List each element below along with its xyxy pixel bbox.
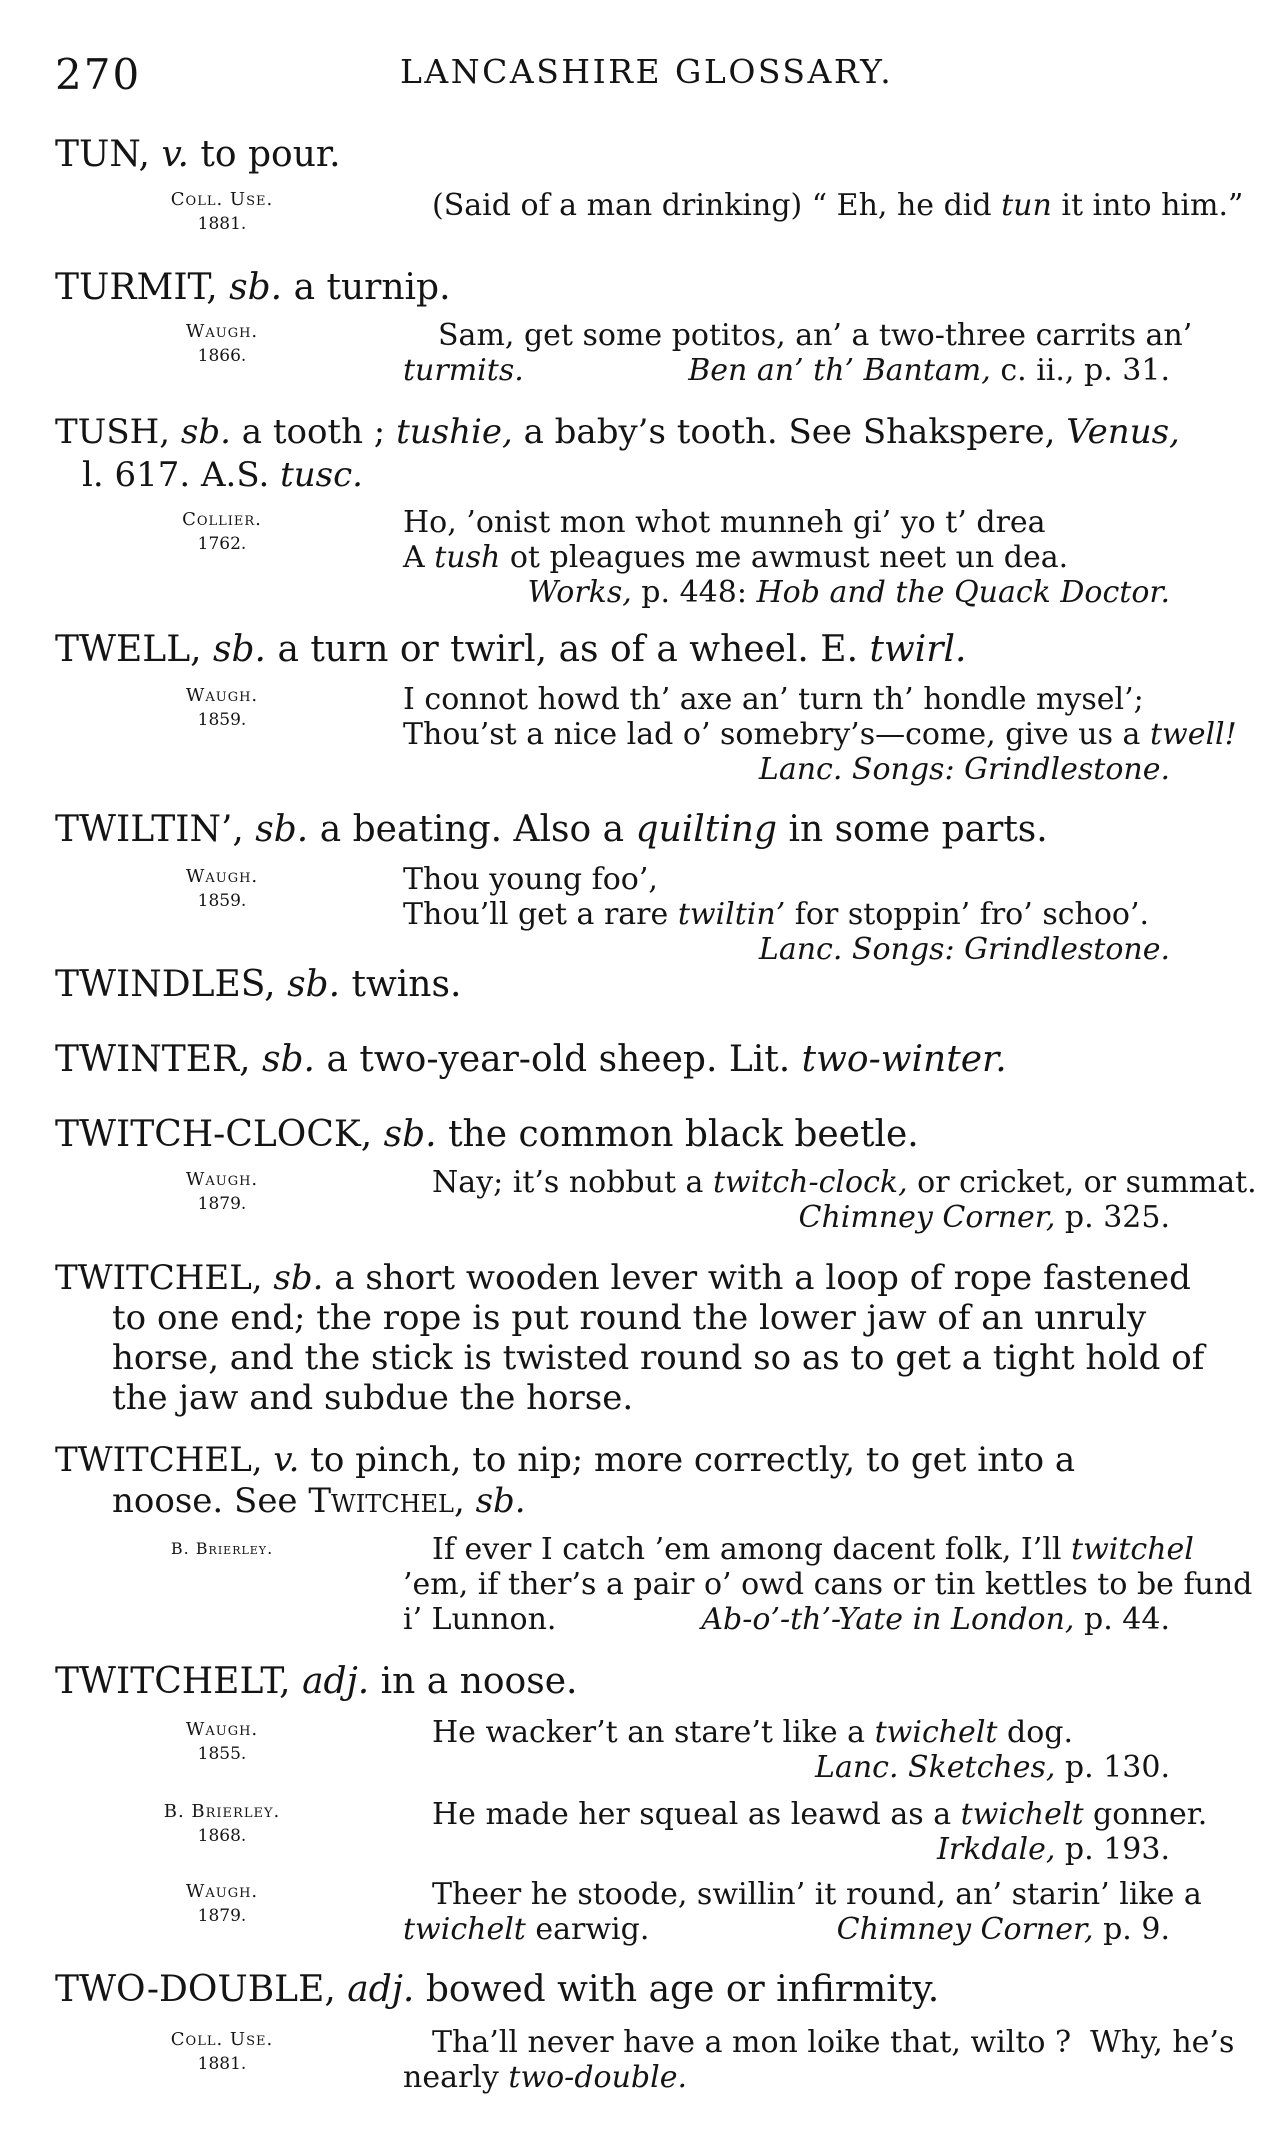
pos: v.: [161, 134, 189, 175]
pos: v.: [273, 1440, 300, 1480]
entry-twiltin: TWILTIN’, sb. a beating. Also a quilting in some parts.: [55, 809, 1048, 850]
citation-source: Waugh. 1866.: [185, 321, 259, 366]
pos: adj.: [347, 1969, 415, 2010]
entry-two-double: TWO-DOUBLE, adj. bowed with age or infirmity.: [55, 1969, 940, 2010]
entry-twitchel-v: TWITCHEL, v. to pinch, to nip; more correctly, to get into a: [55, 1440, 1076, 1480]
quotation: Ho, ’onist mon whot munneh gi’ yo t’ drea: [403, 505, 1046, 540]
headword: TWELL,: [55, 629, 202, 670]
citation-reference: Lanc. Songs: Grindlestone.: [758, 932, 1170, 967]
entry-turmit: [55, 268, 451, 308]
headword: TWINTER,: [55, 1039, 251, 1080]
quotation: I connot howd th’ axe an’ turn th’ hondle mysel’;: [403, 682, 1144, 717]
citation-reference: Ab-o’-th’-Yate in London, p. 44.: [701, 1602, 1170, 1637]
quotation: i’ Lunnon.: [403, 1602, 557, 1637]
entry-tun: [55, 135, 341, 175]
definition-line: to one end; the rope is put round the lower jaw of an unruly: [112, 1298, 1147, 1338]
headword: TWILTIN’,: [55, 809, 244, 850]
quotation: ’em, if ther’s a pair o’ owd cans or tin kettles to be fund: [403, 1567, 1253, 1602]
running-head: LANCASHIRE GLOSSARY.: [400, 52, 894, 91]
citation-source: Waugh. 1879.: [185, 1169, 259, 1214]
pos: adj.: [302, 1661, 370, 1702]
citation-source: B. Brierley. 1868.: [163, 1801, 281, 1846]
pos: sb.: [180, 412, 231, 452]
quotation: Nay; it’s nobbut a twitch-clock, or cricket, or summat.: [432, 1165, 1257, 1200]
definition-continuation: l. 617. A.S. tusc.: [82, 455, 363, 495]
citation-source: Coll. Use. 1881.: [170, 2029, 274, 2074]
entry-twinter: TWINTER, sb. a two-year-old sheep. Lit. two-winter.: [55, 1039, 1007, 1080]
headword: TWINDLES,: [55, 964, 276, 1005]
definition: a turnip.: [293, 267, 451, 308]
quotation: Thou young foo’,: [403, 862, 658, 897]
entry-twitch-clock: TWITCH-CLOCK, sb. the common black beetle.: [55, 1114, 919, 1155]
pos: sb.: [287, 964, 341, 1005]
quotation: nearly two-double.: [403, 2060, 687, 2095]
quotation: Thou’ll get a rare twiltin’ for stoppin’ fro’ schoo’.: [403, 897, 1150, 932]
citation-source: Waugh. 1855.: [185, 1719, 259, 1764]
entry-twitchelt: TWITCHELT, adj. in a noose.: [55, 1661, 578, 1702]
definition: to pour.: [200, 134, 341, 175]
citation-source: Coll. Use. 1881.: [170, 189, 274, 234]
headword: TWITCHELT,: [55, 1661, 291, 1702]
definition-line: the jaw and subdue the horse.: [112, 1378, 634, 1418]
page-number: 270: [55, 50, 142, 99]
citation-reference: Works, p. 448: Hob and the Quack Doctor.: [527, 575, 1170, 610]
quotation: If ever I catch ’em among dacent folk, I’ll twitchel: [432, 1532, 1194, 1567]
quotation: He made her squeal as leawd as a twichelt gonner.: [432, 1797, 1208, 1832]
quotation: Thou’st a nice lad o’ somebry’s—come, give us a twell!: [403, 717, 1237, 752]
quotation: twichelt earwig.: [403, 1912, 650, 1947]
quotation: He wacker’t an stare’t like a twichelt dog.: [432, 1715, 1074, 1750]
headword: TURMIT,: [55, 267, 218, 308]
citation-reference: Irkdale, p. 193.: [937, 1832, 1170, 1867]
pos: sb.: [213, 629, 266, 670]
citation-reference: Lanc. Songs: Grindlestone.: [758, 752, 1170, 787]
definition-continuation: noose. See Twitchel, sb.: [112, 1481, 526, 1521]
headword: TWO-DOUBLE,: [55, 1969, 336, 2010]
pos: sb.: [255, 809, 309, 850]
pos: sb.: [383, 1114, 437, 1155]
entry-twell: TWELL, sb. a turn or twirl, as of a wheel. E. twirl.: [55, 629, 967, 670]
citation-source: B. Brierley.: [170, 1539, 274, 1558]
citation-source: Waugh. 1879.: [185, 1881, 259, 1926]
quotation: (Said of a man drinking) “ Eh, he did tun it into him.”: [432, 188, 1244, 223]
citation-reference: Lanc. Sketches, p. 130.: [815, 1750, 1170, 1785]
citation-reference: Chimney Corner, p. 325.: [798, 1200, 1170, 1235]
quotation: Theer he stoode, swillin’ it round, an’ starin’ like a: [432, 1877, 1202, 1912]
entry-tush: TUSH, sb. a tooth ; tushie, a baby’s tooth. See Shakspere, Venus,: [55, 412, 1180, 452]
headword: TWITCHEL,: [55, 1440, 263, 1480]
citation-source: Collier. 1762.: [182, 509, 262, 554]
citation-reference: Chimney Corner, p. 9.: [836, 1912, 1170, 1947]
definition-line: horse, and the stick is twisted round so as to get a tight hold of: [112, 1338, 1205, 1378]
quotation: Tha’ll never have a mon loike that, wilto ? Why, he’s: [432, 2025, 1235, 2060]
citation-source: Waugh. 1859.: [185, 685, 259, 730]
quotation: turmits.: [403, 353, 524, 388]
quotation: Sam, get some potitos, an’ a two-three carrits an’: [438, 318, 1193, 353]
pos: sb.: [273, 1258, 324, 1298]
headword: TUN,: [55, 134, 150, 175]
citation-source: Waugh. 1859.: [185, 866, 259, 911]
headword: TWITCH-CLOCK,: [55, 1114, 373, 1155]
pos: sb.: [229, 267, 283, 308]
pos: sb.: [262, 1039, 315, 1080]
headword: TWITCHEL,: [55, 1258, 263, 1298]
citation-reference: Ben an’ th’ Bantam, c. ii., p. 31.: [688, 353, 1170, 388]
quotation: A tush ot pleagues me awmust neet un dea.: [403, 540, 1069, 575]
entry-twitchel-sb: TWITCHEL, sb. a short wooden lever with a loop of rope fastened: [55, 1258, 1191, 1298]
headword: TUSH,: [55, 412, 171, 452]
entry-twindles: TWINDLES, sb. twins.: [55, 964, 462, 1005]
